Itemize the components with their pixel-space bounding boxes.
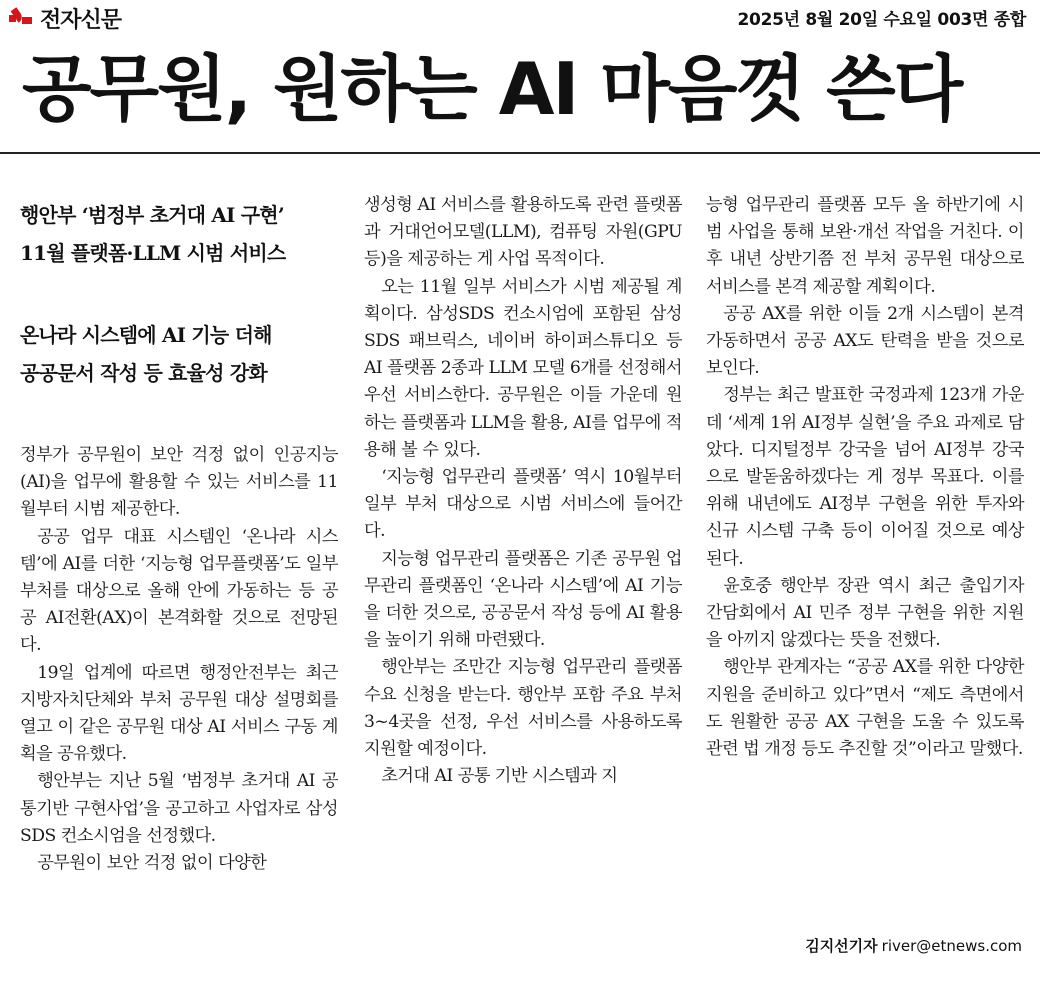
logo-text: 전자신문 bbox=[40, 8, 122, 33]
paragraph: 윤호중 행안부 장관 역시 최근 출입기자 간담회에서 AI 민주 정부 구현을 위한 지원을 아끼지 않겠다는 뜻을 전했다. bbox=[706, 575, 1024, 651]
byline-author: 김지선기자 bbox=[805, 937, 878, 955]
subhead-line-2: 11월 플랫폼·LLM 시범 서비스 bbox=[20, 241, 286, 265]
article-column-2 bbox=[364, 192, 682, 790]
paragraph: 생성형 AI 서비스를 활용하도록 관련 플랫폼과 거대언어모델(LLM), 컴퓨팅 자원(GPU 등)을 제공하는 게 사업 목적이다. bbox=[364, 195, 682, 270]
subhead-line-4: 공공문서 작성 등 효율성 강화 bbox=[20, 361, 267, 385]
subhead-line-3: 온나라 시스템에 AI 기능 더해 bbox=[20, 323, 272, 347]
masthead bbox=[0, 0, 1040, 34]
headline-rule bbox=[0, 152, 1040, 154]
paragraph: 정부가 공무원이 보안 걱정 없이 인공지능(AI)을 업무에 활용할 수 있는 서비스를 11월부터 시범 제공한다. bbox=[20, 445, 338, 520]
paragraph: 공무원이 보안 걱정 없이 다양한 bbox=[37, 853, 267, 874]
paragraph: 정부는 최근 발표한 국정과제 123개 가운데 ‘세계 1위 AI정부 실현’을 주요 과제로 담았다. 디지털정부 강국을 넘어 AI정부 강국으로 발돋움하겠다는 게 정부 목표다. 이를 위해 내년에도 AI정부 구현을 위한 투자와 신규 시스템 구축 등이 이어질 것으로 예상된다. bbox=[706, 385, 1024, 569]
headline: 공무원, 원하는 AI 마음껏 쓴다 bbox=[22, 47, 962, 131]
paragraph: 공공 AX를 위한 이들 2개 시스템이 본격 가동하면서 공공 AX도 탄력을 받을 것으로 보인다. bbox=[706, 303, 1024, 379]
byline bbox=[805, 935, 1022, 956]
paragraph: 오는 11월 일부 서비스가 시범 제공될 계획이다. 삼성SDS 컨소시엄에 포함된 삼성SDS 패브릭스, 네이버 하이퍼스튜디오 등 AI 플랫폼 2종과 LLM 모델 6개를 선정해서 우선 서비스한다. 공무원은 이들 가운데 원하는 플랫폼과 LLM을 활용, AI를 업무에 적용해 볼 수 있다. bbox=[364, 276, 682, 460]
paragraph: 능형 업무관리 플랫폼 모두 올 하반기에 시범 사업을 통해 보완·개선 작업을 거친다. 이후 내년 상반기쯤 전 부처 공무원 대상으로 서비스를 본격 제공할 계획이다. bbox=[706, 195, 1024, 297]
paragraph: 초거대 AI 공통 기반 시스템과 지 bbox=[381, 766, 618, 787]
article-column-3 bbox=[706, 192, 1024, 763]
byline-email[interactable]: river@etnews.com bbox=[881, 937, 1022, 955]
subhead-line-1: 행안부 ‘범정부 초거대 AI 구현’ bbox=[20, 203, 284, 227]
paragraph: 공공 업무 대표 시스템인 ‘온나라 시스템’에 AI를 더한 ‘지능형 업무플랫폼’도 일부 부처를 대상으로 올해 안에 가동하는 등 공공 AI전환(AX)이 본격화할 것으로 전망된다. bbox=[20, 526, 338, 656]
dateline: 2025년 8월 20일 수요일 003면 종합 bbox=[737, 10, 1026, 30]
article-column-1 bbox=[20, 196, 338, 877]
paragraph: 지능형 업무관리 플랫폼은 기존 공무원 업무관리 플랫폼인 ‘온나라 시스템’에 AI 기능을 더한 것으로, 공공문서 작성 등에 AI 활용을 높이기 위해 마련됐다. bbox=[364, 548, 682, 651]
paragraph: 행안부 관계자는 “공공 AX를 위한 다양한 지원을 준비하고 있다”면서 “제도 측면에서도 원활한 공공 AX 구현을 도울 수 있도록 관련 법 개정 등도 추진할 것”이라고 말했다. bbox=[706, 657, 1024, 760]
paragraph: 19일 업계에 따르면 행정안전부는 최근 지방자치단체와 부처 공무원 대상 설명회를 열고 이 같은 공무원 대상 AI 서비스 구동 계획을 공유했다. bbox=[20, 662, 338, 765]
paragraph: 행안부는 지난 5월 ‘범정부 초거대 AI 공통기반 구현사업’을 공고하고 사업자로 삼성SDS 컨소시엄을 선정했다. bbox=[20, 771, 338, 846]
logo-mark-icon bbox=[8, 7, 34, 31]
newspaper-logo bbox=[8, 3, 121, 34]
paragraph: 행안부는 조만간 지능형 업무관리 플랫폼 수요 신청을 받는다. 행안부 포함 주요 부처 3~4곳을 선정, 우선 서비스를 사용하도록 지원할 예정이다. bbox=[364, 657, 682, 760]
paragraph: ‘지능형 업무관리 플랫폼’ 역시 10월부터 일부 부처 대상으로 시범 서비스에 들어간다. bbox=[364, 467, 682, 542]
